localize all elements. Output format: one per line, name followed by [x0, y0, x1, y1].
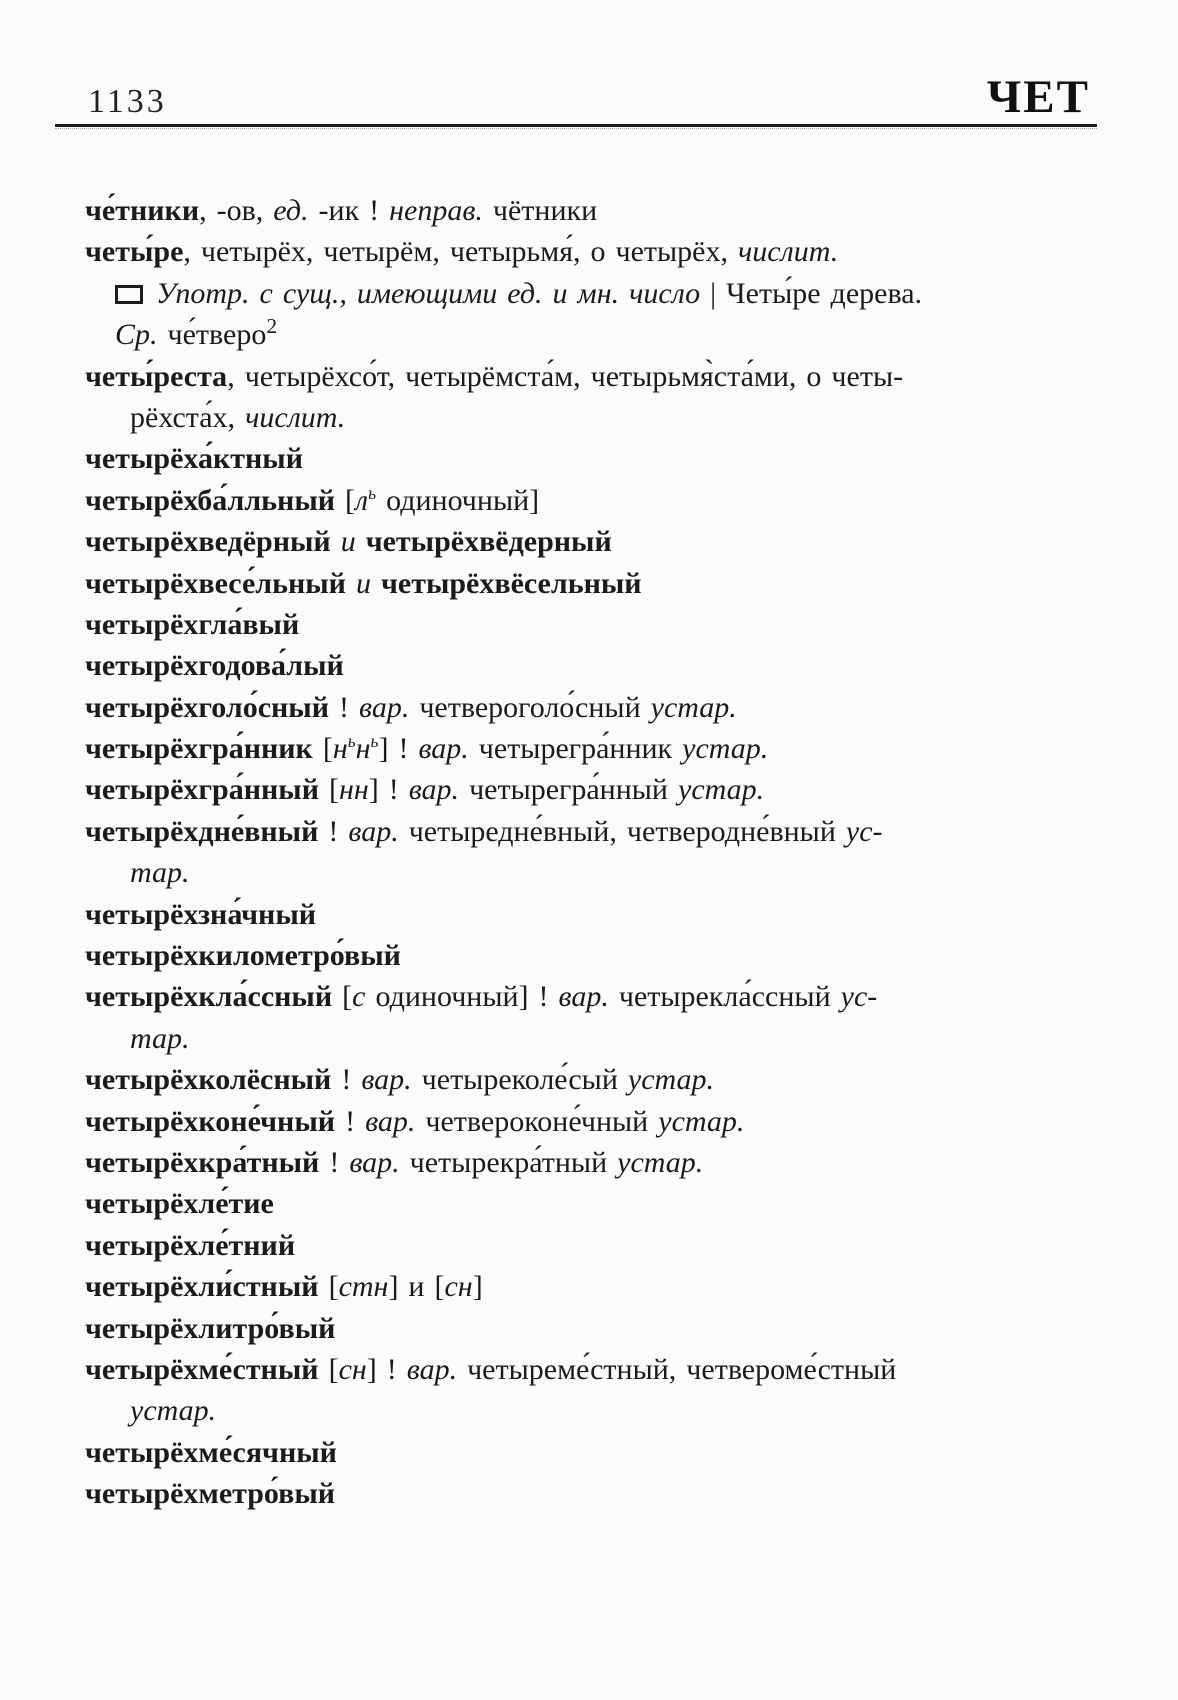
entry-text: чётники [482, 194, 598, 227]
headword: четырёхгра́нный [85, 773, 329, 807]
entry-text: вар. [408, 773, 460, 807]
entry-text: Ср. [115, 318, 158, 352]
entry-text: Употр. с сущ., имеющими ед. и мн. число [156, 276, 711, 310]
entry-line [85, 645, 1030, 686]
entry-text: ус- [845, 814, 883, 848]
entry-text: ь [370, 731, 379, 752]
headword: четырёхметро́вый [85, 1477, 336, 1511]
entry-text: четырегра́нник [468, 732, 683, 766]
entry-text: -ик ! [308, 194, 390, 227]
entry-text: четвероконе́чный [415, 1104, 659, 1138]
entry-text: устар. [658, 1104, 745, 1138]
entry-text: вар. [348, 814, 399, 848]
entry-line [85, 1266, 1030, 1307]
headword: четырёхколёсный [85, 1063, 332, 1097]
headword: четырёхдне́вный [85, 814, 319, 848]
headword: четырёхвёдерный [355, 525, 612, 559]
entry-line [85, 480, 1030, 521]
entry-text: [ [328, 1352, 339, 1386]
entry-line [85, 563, 1030, 604]
entry-text: ] и [ [388, 1270, 445, 1304]
entry-line [85, 1225, 1030, 1266]
entry-text: ь [368, 482, 377, 503]
headword: четырёхгодова́лый [85, 649, 344, 683]
entry-text: н [332, 732, 348, 766]
entry-line [85, 894, 1030, 935]
header-rule [55, 124, 1097, 127]
entry-text: , -ов, [199, 194, 274, 227]
headword: четырёхгла́вый [85, 607, 300, 641]
entry-text: ь [347, 731, 356, 752]
entry-line [85, 356, 1030, 397]
headword: четырёхвесе́льный [85, 566, 356, 600]
entry-text: вар. [359, 690, 410, 724]
page-number: 1133 [88, 83, 167, 120]
entry-text: устар. [650, 690, 737, 724]
headword: четырёхведёрный [85, 525, 341, 559]
entry-text: четырекра́тный [399, 1145, 618, 1179]
entry-text: вар. [365, 1104, 416, 1138]
entry-text: [ [342, 980, 353, 1014]
entry-line [85, 1473, 1030, 1514]
entry-text: неправ. [389, 194, 483, 227]
entry-text: тар. [130, 1021, 190, 1055]
entry-text: ] ! [366, 1352, 407, 1386]
entry-text: устар. [130, 1394, 217, 1428]
entry-text: четыреме́стный, четвероме́стный [457, 1352, 897, 1386]
entry-line [85, 811, 1030, 852]
headword: четырёха́ктный [85, 442, 304, 476]
headword: четырёхкра́тный [85, 1145, 320, 1179]
entry-line [85, 728, 1030, 769]
entry-text: четырекла́ссный [608, 980, 841, 1014]
entry-text: нн [338, 773, 369, 807]
headword: четырёхкилометро́вый [85, 939, 401, 973]
entry-text: сн [338, 1352, 367, 1386]
entry-text: устар. [682, 732, 769, 766]
headword: четырёхзна́чный [85, 897, 317, 931]
entry-text: ! [319, 1145, 350, 1179]
headword: четырёхли́стный [85, 1270, 329, 1304]
entry-text: [ [328, 773, 339, 807]
entry-text: рёхста́х, [130, 400, 246, 434]
entry-text: числит. [245, 400, 346, 434]
entry-line [85, 438, 1030, 479]
entry-line [85, 769, 1030, 810]
headword: четырёхгра́нник [85, 732, 323, 766]
entry-text: че́тверо [157, 318, 267, 352]
entry-text: , четырёхсо́т, четырёмста́м, четырьмя̀ста́ми, о четы- [227, 359, 904, 393]
entry-line [85, 190, 1030, 231]
headword: че́тники [85, 194, 200, 227]
headword: четырёхба́лльный [85, 483, 346, 517]
entry-line [85, 687, 1030, 728]
entry-text: ] ! [368, 773, 409, 807]
usage-box-icon [115, 285, 143, 304]
entry-line [85, 273, 1030, 314]
headword: четырёхголо́сный [85, 690, 330, 724]
headword: четырёхме́сячный [85, 1435, 337, 1469]
headword: четырёхконе́чный [85, 1104, 336, 1138]
entry-line [85, 1349, 1030, 1390]
entry-line [85, 231, 1030, 272]
entry-text: устар. [678, 773, 765, 807]
entry-text: ! [331, 1063, 362, 1097]
headword: четырёхме́стный [85, 1352, 329, 1386]
entry-line [85, 1183, 1030, 1224]
entry-text: | Четы́ре дерева. [710, 276, 923, 310]
entry-text: устар. [627, 1063, 715, 1097]
entry-text: с [352, 980, 366, 1014]
entry-line [85, 1059, 1030, 1100]
entry-text: тар. [130, 856, 190, 890]
entry-text: ус- [840, 980, 878, 1014]
entry-text: четыредне́вный, четверодне́вный [398, 814, 846, 848]
entry-text: вар. [406, 1352, 458, 1386]
headword: четы́ре [85, 235, 184, 269]
entry-text: числит. [737, 235, 839, 269]
entry-text: вар. [418, 732, 469, 766]
entry-line [85, 604, 1030, 645]
entry-text: и [340, 525, 356, 559]
headword: четырёхлитро́вый [85, 1311, 336, 1345]
entry-text: ! [335, 1104, 366, 1138]
entry-line [85, 521, 1030, 562]
entry-text: устар. [617, 1145, 704, 1179]
entry-text: 2 [266, 314, 278, 339]
entry-text: четвероголо́сный [409, 690, 651, 724]
headword: четы́реста [85, 359, 228, 393]
headword: четырёхле́тний [85, 1228, 296, 1262]
entry-text: четырегра́нный [459, 773, 678, 807]
entry-text: ед. [273, 194, 309, 227]
entry-line [85, 1142, 1030, 1183]
entry-line [85, 314, 1030, 355]
entry-text: одиночный] [376, 483, 540, 517]
entry-text: л [355, 483, 369, 517]
entry-text: [ [328, 1270, 339, 1304]
entry-text: четыреколе́сый [411, 1063, 628, 1097]
entry-line [85, 397, 1030, 438]
entry-line [85, 1390, 1030, 1431]
entry-text: [ [322, 732, 333, 766]
entry-text: ! [329, 690, 360, 724]
entry-line [85, 1308, 1030, 1349]
entries [85, 190, 1030, 1515]
headword: четырёхкла́ссный [85, 980, 343, 1014]
guide-word: ЧЕТ [986, 71, 1090, 123]
headword: четырёхвёсельный [370, 566, 642, 600]
entry-text: вар. [361, 1063, 412, 1097]
entry-text: ] ! [378, 732, 419, 766]
entry-text: и [355, 566, 371, 600]
entry-text: [ [345, 483, 356, 517]
entry-line [85, 1018, 1030, 1059]
entry-line [85, 1432, 1030, 1473]
entry-line [85, 1101, 1030, 1142]
entry-text: вар. [558, 980, 609, 1014]
entry-text: вар. [349, 1145, 400, 1179]
entry-line [85, 935, 1030, 976]
entry-text: ] [472, 1270, 483, 1304]
entry-text: н [355, 732, 371, 766]
entry-text: одиночный] ! [365, 980, 559, 1014]
entry-text: стн [338, 1270, 389, 1304]
entry-text: ! [318, 814, 349, 848]
headword: четырёхле́тие [85, 1187, 274, 1221]
page-header [88, 70, 1090, 124]
entry-text: , четырёх, четырём, четырьмя́, о четырёх, [183, 235, 738, 269]
entry-line [85, 976, 1030, 1017]
entry-text: сн [444, 1270, 473, 1304]
entry-line [85, 852, 1030, 893]
